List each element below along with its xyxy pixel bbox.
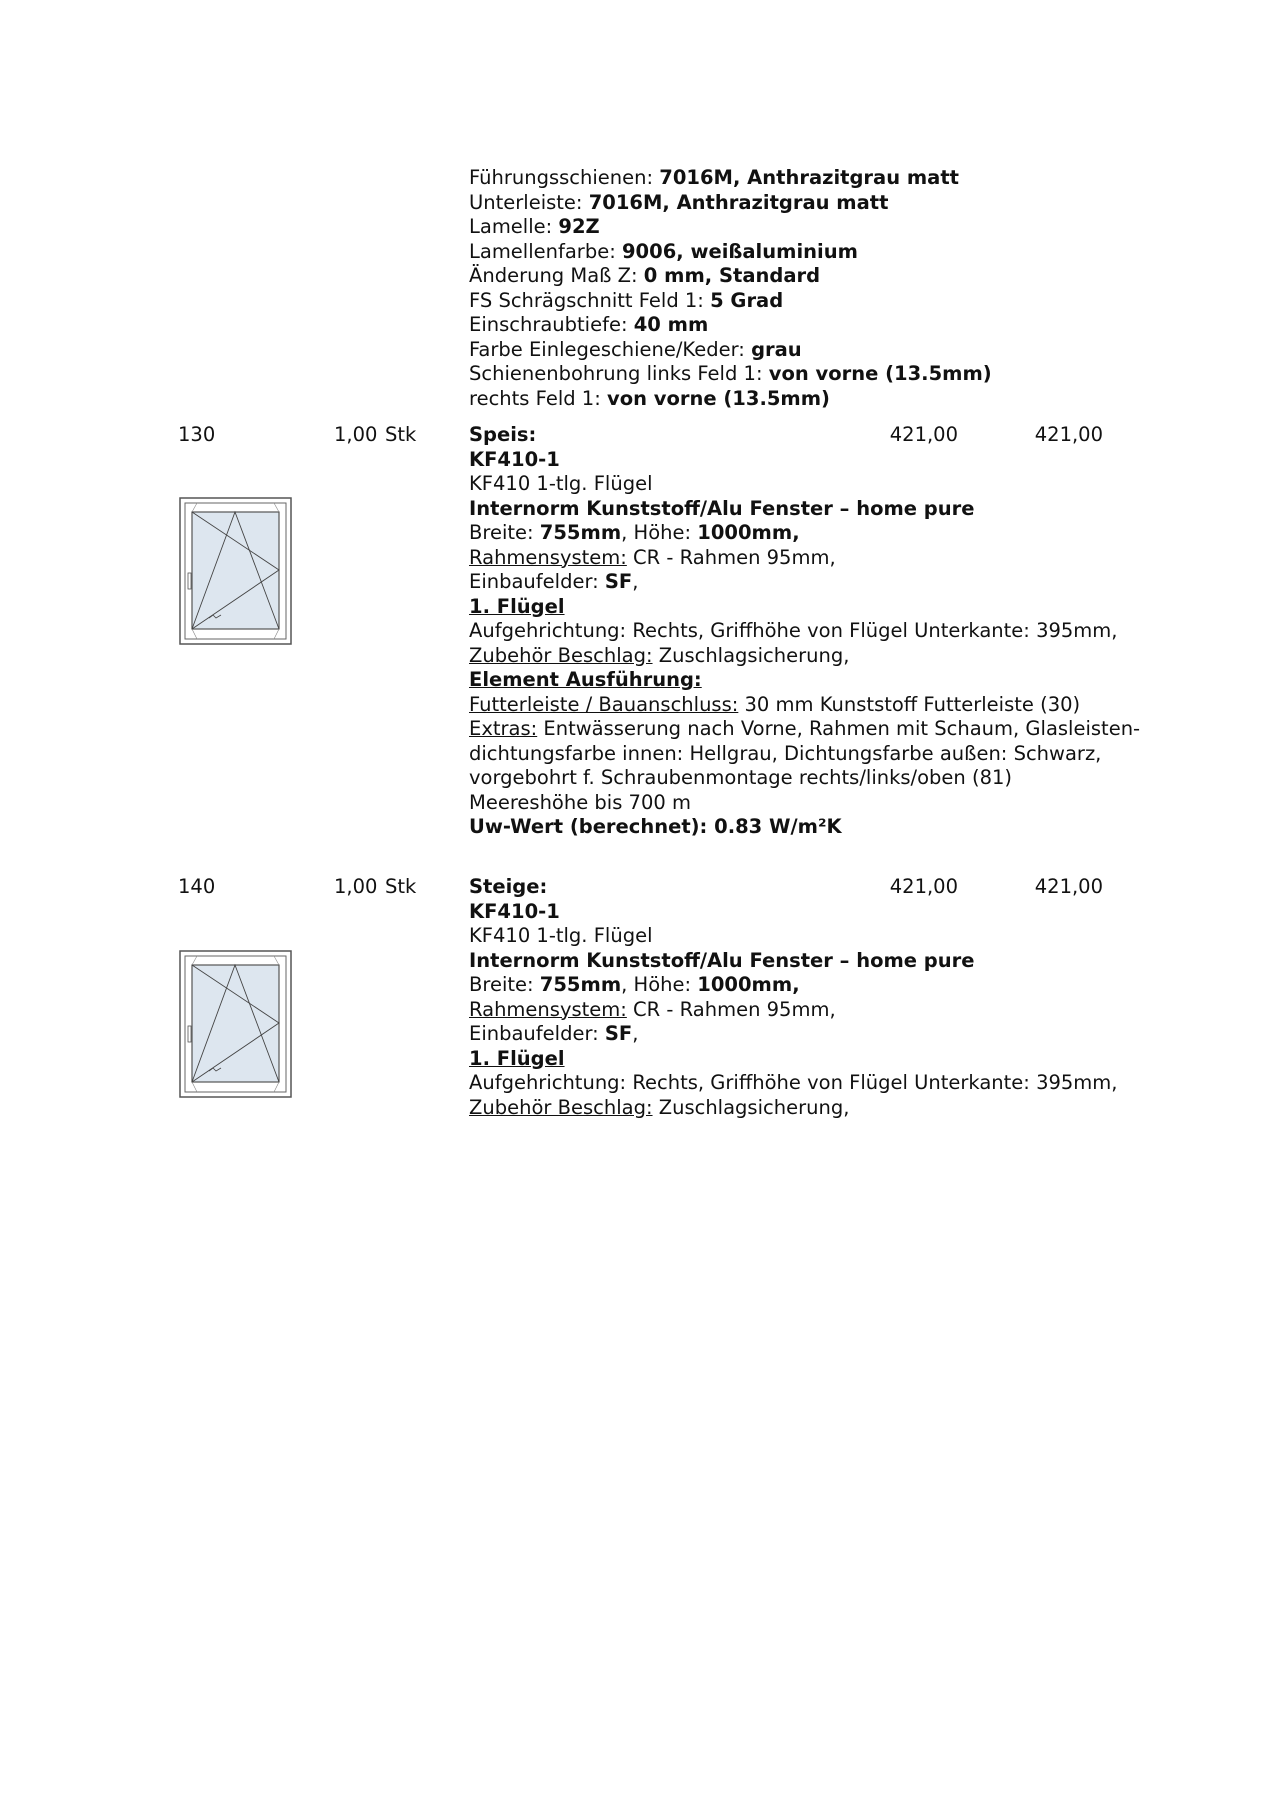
filler-strip: Futterleiste / Bauanschluss: 30 mm Kunststoff Futterleiste (30) bbox=[469, 692, 1081, 716]
installation-fields: Einbaufelder: SF, bbox=[469, 1022, 639, 1045]
hardware-accessories: Zubehör Beschlag: Zuschlagsicherung, bbox=[469, 1095, 850, 1119]
spec-line: Unterleiste: 7016M, Anthrazitgrau matt bbox=[469, 190, 889, 214]
item-description bbox=[469, 875, 1118, 1120]
window-tilt-turn-drawing-icon bbox=[179, 950, 292, 1098]
dimensions: Breite: 755mm, Höhe: 1000mm, bbox=[469, 973, 800, 996]
dimensions: Breite: 755mm, Höhe: 1000mm, bbox=[469, 521, 800, 544]
spec-line: FS Schrägschnitt Feld 1: 5 Grad bbox=[469, 288, 784, 312]
product-name: Internorm Kunststoff/Alu Fenster – home pure bbox=[469, 948, 975, 972]
spec-line: Einschraubtiefe: 40 mm bbox=[469, 313, 709, 336]
article-description: KF410 1-tlg. Flügel bbox=[469, 472, 653, 495]
top-spec-block bbox=[469, 166, 1109, 411]
frame-system: Rahmensystem: CR - Rahmen 95mm, bbox=[469, 545, 836, 569]
altitude: Meereshöhe bis 700 m bbox=[469, 790, 691, 814]
total-price: 421,00 bbox=[1034, 875, 1103, 898]
opening-direction: Aufgehrichtung: Rechts, Griffhöhe von Flügel Unterkante: 395mm, bbox=[469, 619, 1118, 642]
opening-direction: Aufgehrichtung: Rechts, Griffhöhe von Flügel Unterkante: 395mm, bbox=[469, 1071, 1118, 1094]
article-number: KF410-1 bbox=[469, 447, 560, 471]
sash-heading: 1. Flügel bbox=[469, 594, 565, 618]
quantity: 1,00 bbox=[334, 875, 378, 898]
location-label: Steige: bbox=[469, 875, 548, 898]
spec-line: Farbe Einlegeschiene/Keder: grau bbox=[469, 337, 802, 361]
position-number: 130 bbox=[178, 423, 216, 446]
frame-system: Rahmensystem: CR - Rahmen 95mm, bbox=[469, 997, 836, 1021]
quantity: 1,00 bbox=[334, 423, 378, 446]
position-number: 140 bbox=[178, 875, 216, 898]
article-description: KF410 1-tlg. Flügel bbox=[469, 924, 653, 947]
element-heading: Element Ausführung: bbox=[469, 668, 702, 691]
window-tilt-turn-drawing-icon bbox=[179, 497, 292, 645]
extras-line: vorgebohrt f. Schraubenmontage rechts/links/oben (81) bbox=[469, 766, 1013, 789]
spec-line: Führungsschienen: 7016M, Anthrazitgrau matt bbox=[469, 166, 959, 189]
spec-line: rechts Feld 1: von vorne (13.5mm) bbox=[469, 386, 830, 410]
spec-line: Änderung Maß Z: 0 mm, Standard bbox=[469, 264, 821, 287]
unit: Stk bbox=[385, 875, 417, 898]
unit: Stk bbox=[385, 423, 417, 446]
spec-line: Schienenbohrung links Feld 1: von vorne (13.5mm) bbox=[469, 362, 992, 385]
unit-price: 421,00 bbox=[889, 423, 958, 446]
spec-line: Lamellenfarbe: 9006, weißaluminium bbox=[469, 239, 858, 263]
article-number: KF410-1 bbox=[469, 899, 560, 923]
location-label: Speis: bbox=[469, 423, 537, 446]
uw-value: Uw-Wert (berechnet): 0.83 W/m²K bbox=[469, 815, 842, 838]
installation-fields: Einbaufelder: SF, bbox=[469, 570, 639, 593]
spec-line: Lamelle: 92Z bbox=[469, 215, 600, 238]
extras-line: Extras: Entwässerung nach Vorne, Rahmen mit Schaum, Glasleisten- bbox=[469, 717, 1141, 740]
sash-heading: 1. Flügel bbox=[469, 1046, 565, 1070]
unit-price: 421,00 bbox=[889, 875, 958, 898]
hardware-accessories: Zubehör Beschlag: Zuschlagsicherung, bbox=[469, 643, 850, 667]
product-name: Internorm Kunststoff/Alu Fenster – home pure bbox=[469, 496, 975, 520]
total-price: 421,00 bbox=[1034, 423, 1103, 446]
item-description bbox=[469, 423, 1141, 840]
extras-line: dichtungsfarbe innen: Hellgrau, Dichtungsfarbe außen: Schwarz, bbox=[469, 741, 1102, 765]
